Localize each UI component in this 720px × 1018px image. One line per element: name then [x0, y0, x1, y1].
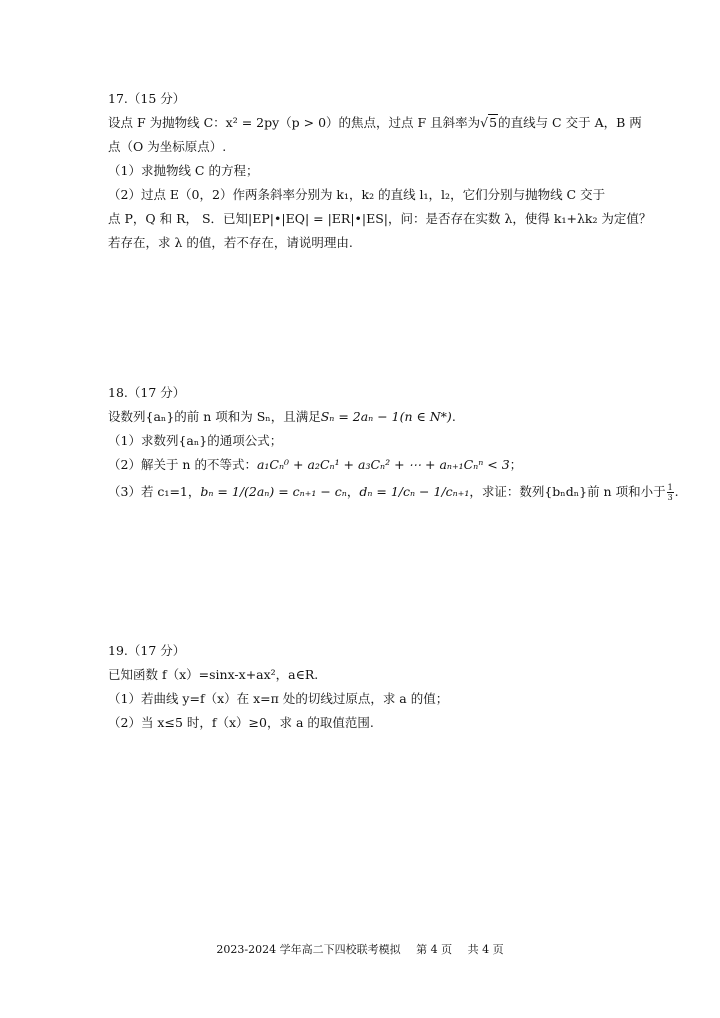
problem-17-header: 17.（15 分） [108, 91, 186, 106]
problem-19-part-1: （1）若曲线 y=f（x）在 x=π 处的切线过原点，求 a 的值； [108, 691, 449, 706]
problem-17-text: 设点 F 为抛物线 C：x² = 2py（p > 0）的焦点，过点 F 且斜率为 [108, 115, 481, 130]
problem-19-line-1: 已知函数 f（x）=sinx-x+ax²，a∈R. [108, 667, 319, 682]
footer-total-pages: 共 4 页 [467, 943, 504, 956]
footer-page-number: 第 4 页 [416, 943, 453, 956]
problem-17-line-5: 点 P，Q 和 R， S．已知|EP|•|EQ| = |ER|•|ES|，问：是否存在实数 λ，使得 k₁+λk₂ 为定值？ [108, 211, 652, 226]
page-footer [0, 941, 720, 957]
problem-18 [108, 381, 679, 507]
problem-18-text: ，求证：数列{bₙdₙ}前 n 项和小于 [469, 484, 666, 499]
sqrt-five: √5 [480, 115, 498, 130]
problem-18-text: ； [509, 457, 523, 472]
problem-18-line-1 [108, 405, 628, 429]
fraction-one-third: $\frac{1}{3}$ [667, 483, 673, 502]
problem-17-line-1 [108, 111, 642, 135]
problem-17-text: 的直线与 C 交于 A，B 两 [498, 115, 642, 130]
formula-dn: dₙ = 1/cₙ − 1/cₙ₊₁ [359, 484, 470, 499]
formula-sn: Sₙ = 2aₙ − 1(n ∈ N*) [320, 409, 452, 424]
problem-18-text: . [451, 409, 456, 424]
problem-17 [108, 87, 652, 255]
formula-binomial-inequality: a₁Cₙ⁰ + a₂Cₙ¹ + a₃Cₙ² + ⋯ + aₙ₊₁Cₙⁿ < 3 [256, 457, 510, 472]
problem-18-part-1: （1）求数列{aₙ}的通项公式； [108, 433, 283, 448]
problem-18-text: . [674, 484, 679, 499]
problem-17-part-2: （2）过点 E（0，2）作两条斜率分别为 k₁，k₂ 的直线 l₁，l₂，它们分别与抛物线 C 交于 [108, 187, 606, 202]
problem-19-header: 19.（17 分） [108, 643, 186, 658]
problem-19-part-2: （2）当 x≤5 时，f（x）≥0，求 a 的取值范围. [108, 715, 374, 730]
formula-bn: bₙ = 1/(2aₙ) = cₙ₊₁ − cₙ [200, 484, 347, 499]
problem-18-part-2 [108, 453, 628, 477]
problem-18-text: 设数列{aₙ}的前 n 项和为 Sₙ，且满足 [108, 409, 321, 424]
problem-18-part-3 [108, 477, 679, 507]
problem-17-part-1: （1）求抛物线 C 的方程； [108, 163, 259, 178]
problem-18-text: ， [346, 484, 360, 499]
problem-19 [108, 639, 628, 735]
problem-18-header: 18.（17 分） [108, 385, 186, 400]
problem-17-line-6: 若存在，求 λ 的值，若不存在，请说明理由. [108, 235, 353, 250]
footer-exam-title: 2023-2024 学年高二下四校联考模拟 [216, 943, 401, 956]
problem-17-line-2: 点（O 为坐标原点）. [108, 139, 227, 154]
problem-18-text: （2）解关于 n 的不等式： [108, 457, 257, 472]
problem-18-text: （3）若 c₁=1， [108, 484, 201, 499]
